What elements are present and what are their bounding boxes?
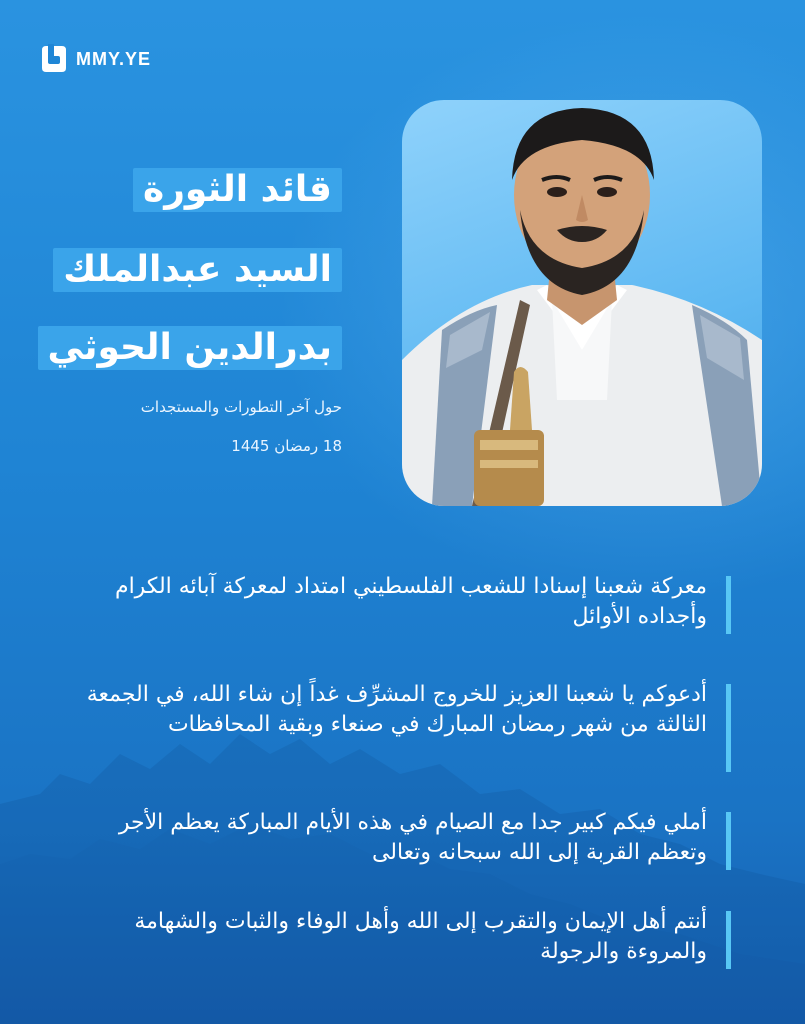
quote-text: أملي فيكم كبير جدا مع الصيام في هذه الأيام المباركة يعظم الأجر وتعظم القربة إلى الله سبحانه وتعالى [118,810,707,865]
quote-bar [726,684,731,772]
quote-2 [67,680,731,740]
quote-3 [67,808,731,868]
quote-bar [726,576,731,634]
quote-text: معركة شعبنا إسنادا للشعب الفلسطيني امتداد لمعركة آبائه الكرام وأجداده الأوائل [114,574,707,629]
quote-bar [726,812,731,870]
quote-text: أدعوكم يا شعبنا العزيز للخروج المشرِّف غداً إن شاء الله، في الجمعة الثالثة من شهر رمضان المبارك في صنعاء وبقية المحافظات [86,682,707,737]
logo-text: MMY.YE [76,48,152,69]
quote-4 [67,907,731,967]
portrait-illustration [402,100,762,506]
brand-logo [40,44,151,74]
quote-text: أنتم أهل الإيمان والتقرب إلى الله وأهل الوفاء والثبات والشهامة والمروءة والرجولة [134,909,707,964]
quote-1 [67,572,731,632]
portrait-photo [402,100,762,506]
mmy-logo-icon [40,44,68,74]
subtitle: حول آخر التطورات والمستجدات [140,398,342,416]
title-line-3: بدرالدين الحوثي [38,326,342,370]
quote-bar [726,911,731,969]
title-line-1: قائد الثورة [133,168,342,212]
date: 18 رمضان 1445 [231,437,342,455]
title-line-2: السيد عبدالملك [53,248,342,292]
